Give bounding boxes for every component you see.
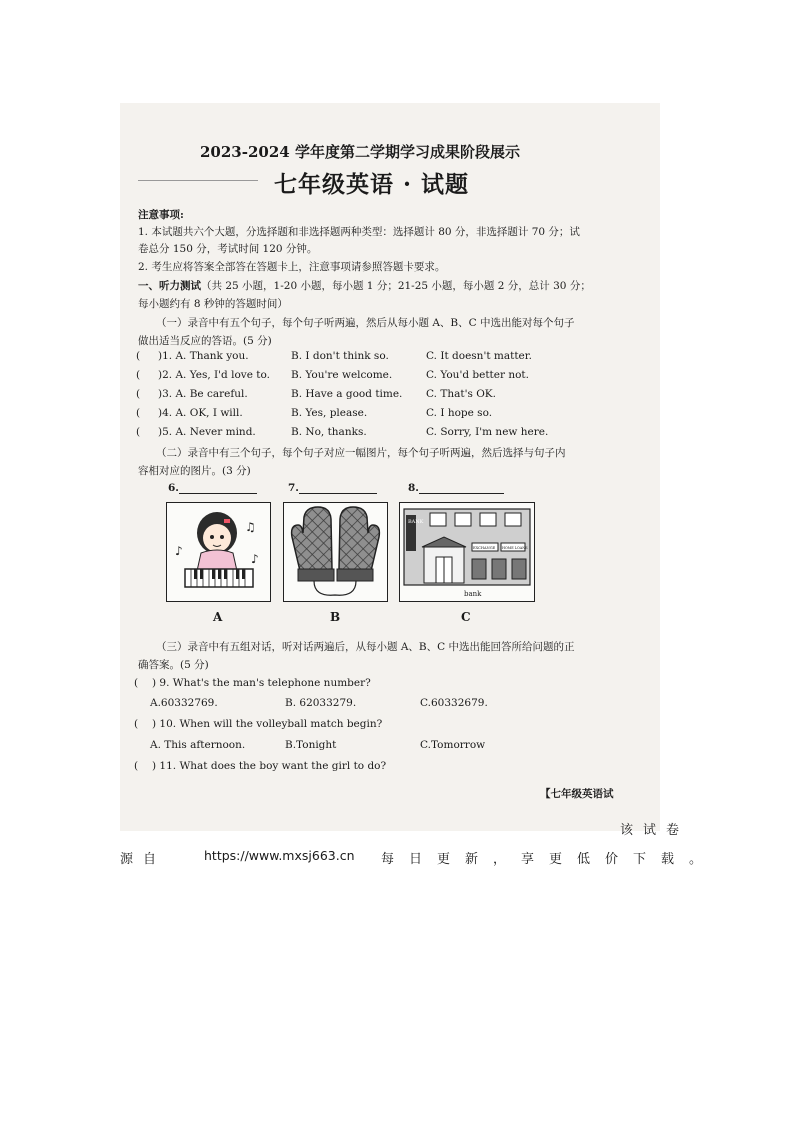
- question-row: [136, 350, 249, 362]
- question-row: [136, 407, 243, 419]
- question-row: [136, 369, 270, 381]
- section1-heading: [138, 278, 591, 293]
- answer-paren: (: [136, 388, 141, 400]
- section1-desc-b: 每小题约有 8 秒钟的答题时间）: [138, 298, 288, 310]
- footer-left: 源自: [120, 852, 167, 867]
- question-option-b: B. Yes, please.: [291, 407, 368, 419]
- answer-line: [179, 483, 257, 494]
- answer-line: [299, 483, 377, 494]
- question-option-c: C. You'd better not.: [426, 369, 529, 381]
- picture-label-b: B: [330, 610, 341, 624]
- q9-option-a: A.60332769.: [150, 697, 218, 709]
- question-option-a: )5. A. Never mind.: [158, 426, 256, 438]
- question-option-c: C. I hope so.: [426, 407, 493, 419]
- question-option-c: C. It doesn't matter.: [426, 350, 532, 362]
- question-option-a: )3. A. Be careful.: [158, 388, 248, 400]
- question-option-c: C. Sorry, I'm new here.: [426, 426, 549, 438]
- part2-title-a: （二）录音中有三个句子，每个句子对应一幅图片，每个句子听两遍，然后选择与句子内: [156, 447, 566, 459]
- notice-item1a: 1. 本试题共六个大题，分选择题和非选择题两种类型：选择题计 80 分，非选择题计 70 分；试: [138, 226, 580, 238]
- blank-6: [168, 482, 257, 494]
- exam-title: 七年级英语 · 试题: [274, 171, 470, 198]
- question-option-a: )2. A. Yes, I'd love to.: [158, 369, 270, 381]
- question-row: [136, 388, 248, 400]
- part3-title-b: 确答案。(5 分): [138, 659, 209, 671]
- q10-option-a: A. This afternoon.: [150, 739, 246, 751]
- header-rule: [138, 180, 258, 181]
- section1-title: 一、听力测试: [138, 280, 201, 292]
- picture-b-gloves: [283, 502, 388, 602]
- picture-label-c: C: [461, 610, 471, 624]
- q10-option-c: C.Tomorrow: [420, 739, 486, 751]
- answer-paren: (: [136, 350, 141, 362]
- question-option-a: )1. A. Thank you.: [158, 350, 249, 362]
- question-row: [136, 426, 256, 438]
- answer-paren: (: [134, 760, 139, 772]
- picture-label-a: A: [213, 610, 223, 624]
- blank-number: 7.: [288, 482, 299, 494]
- svg-text:♪: ♪: [251, 552, 259, 566]
- svg-text:♫: ♫: [245, 520, 256, 534]
- bank-caption: bank: [464, 590, 482, 598]
- question-9: [134, 677, 371, 689]
- footer-url-link[interactable]: https://www.mxsj663.cn: [204, 848, 355, 863]
- exam-paper-photo: [120, 103, 660, 831]
- blank-number: 6.: [168, 482, 179, 494]
- notice-item2: 2. 考生应将答案全部答在答题卡上，注意事项请参照答题卡要求。: [138, 261, 446, 273]
- question-11: [134, 760, 386, 772]
- answer-paren: (: [136, 407, 141, 419]
- picture-a-keyboard: [166, 502, 271, 602]
- svg-text:♪: ♪: [175, 544, 183, 558]
- loans-sign: HOME LOANS: [502, 546, 528, 550]
- question-option-b: B. You're welcome.: [291, 369, 393, 381]
- q10-option-b: B.Tonight: [285, 739, 337, 751]
- part3-title-a: （三）录音中有五组对话，听对话两遍后，从每小题 A、B、C 中选出能回答所给问题的正: [156, 641, 575, 653]
- part1-title-b: 做出适当反应的答语。(5 分): [138, 335, 272, 347]
- question-option-b: B. Have a good time.: [291, 388, 403, 400]
- question-stem: ) 10. When will the volleyball match begin?: [152, 718, 383, 730]
- notice-item1b: 卷总分 150 分，考试时间 120 分钟。: [138, 243, 318, 255]
- answer-paren: (: [136, 369, 141, 381]
- footer-right-top: 该试卷: [620, 823, 690, 838]
- answer-line: [419, 483, 504, 494]
- exchange-sign: EXCHANGE: [473, 546, 496, 550]
- bank-sign: BANK: [408, 519, 424, 525]
- answer-paren: (: [134, 677, 139, 689]
- part1-title-a: （一）录音中有五个句子，每个句子听两遍，然后从每小题 A、B、C 中选出能对每个句子: [156, 317, 575, 329]
- page-tag: 【七年级英语试: [540, 788, 614, 800]
- question-option-a: )4. A. OK, I will.: [158, 407, 243, 419]
- girl-keyboard-icon: [167, 503, 270, 601]
- question-option-c: C. That's OK.: [426, 388, 496, 400]
- footer-right: 每日更新，享更低价下载。: [381, 852, 718, 867]
- question-option-b: B. I don't think so.: [291, 350, 389, 362]
- picture-c-bank: [399, 502, 535, 602]
- notice-title: 注意事项:: [138, 209, 184, 221]
- question-stem: ) 11. What does the boy want the girl to do?: [152, 760, 387, 772]
- blank-7: [288, 482, 377, 494]
- part2-title-b: 容相对应的图片。(3 分): [138, 465, 251, 477]
- blank-number: 8.: [408, 482, 419, 494]
- question-10: [134, 718, 382, 730]
- bank-building-icon: [400, 503, 534, 601]
- question-stem: ) 9. What's the man's telephone number?: [152, 677, 371, 689]
- section1-desc: （共 25 小题，1-20 小题，每小题 1 分；21-25 小题，每小题 2 分，总计 30 分；: [201, 280, 591, 292]
- gloves-icon: [284, 503, 387, 601]
- answer-paren: (: [136, 426, 141, 438]
- blank-8: [408, 482, 504, 494]
- exam-header-line1: 2023-2024 学年度第二学期学习成果阶段展示: [200, 143, 520, 161]
- q9-option-c: C.60332679.: [420, 697, 488, 709]
- answer-paren: (: [134, 718, 139, 730]
- q9-option-b: B. 62033279.: [285, 697, 357, 709]
- question-option-b: B. No, thanks.: [291, 426, 367, 438]
